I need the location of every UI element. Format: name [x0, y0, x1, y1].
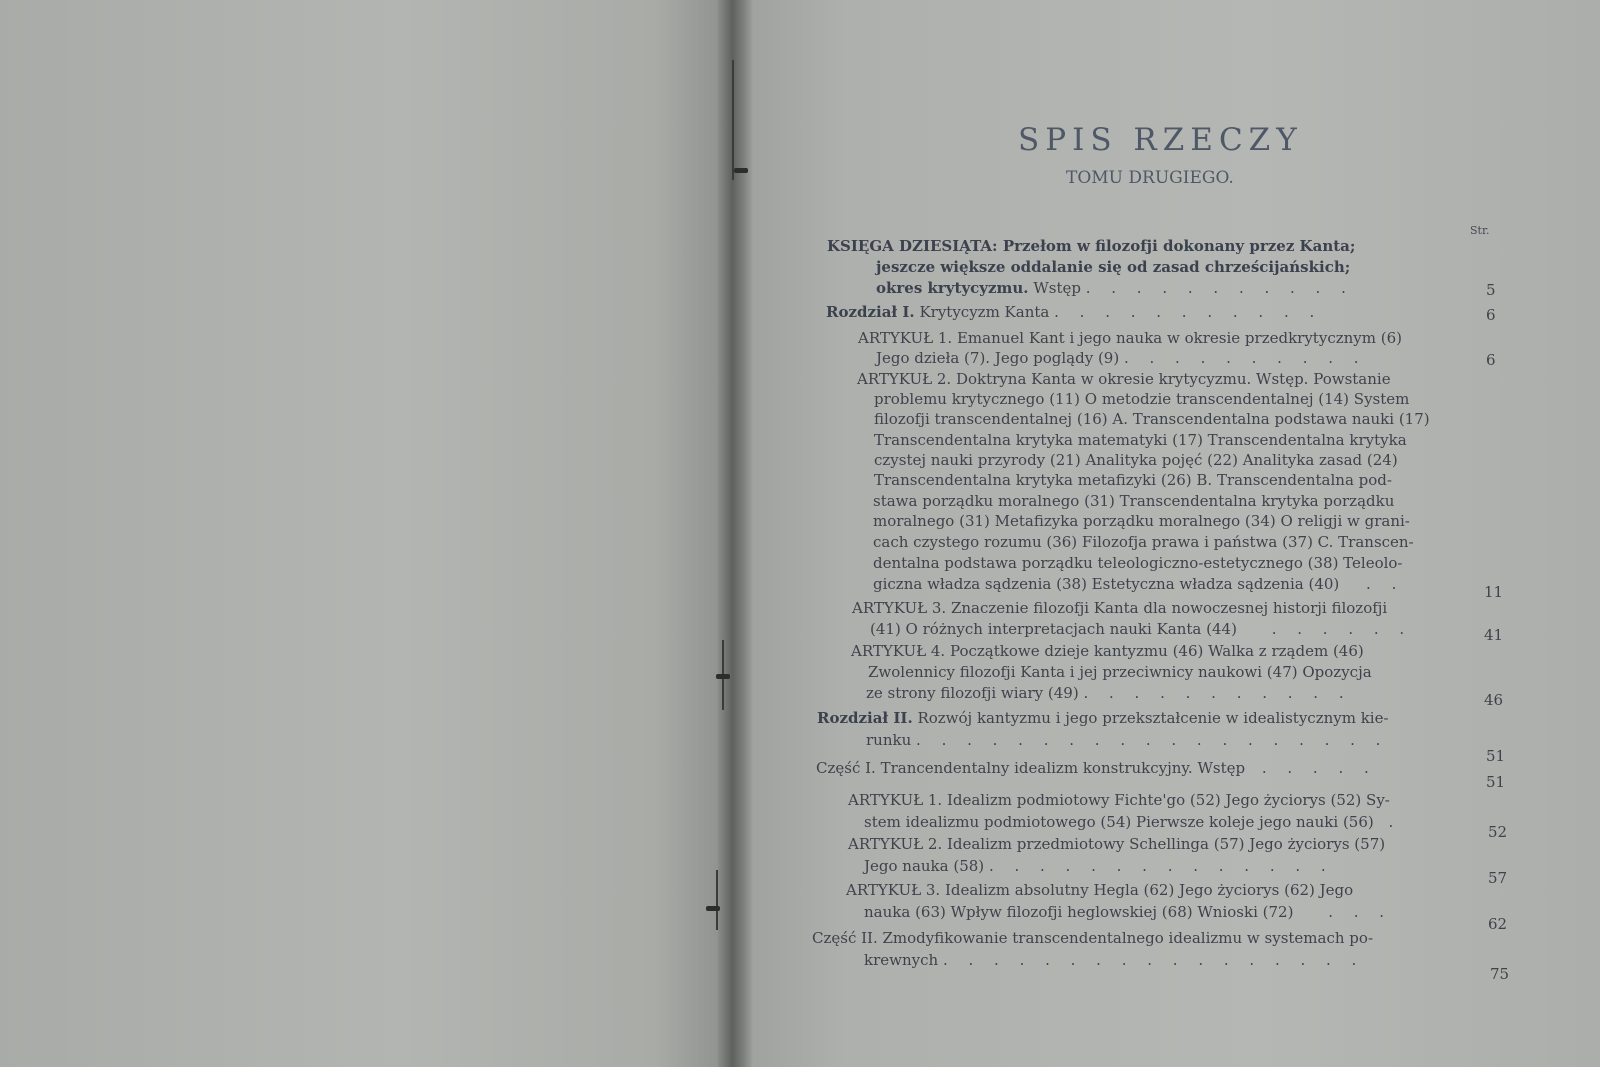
toc-page-number: 46	[1484, 691, 1504, 709]
toc-rozdzial2-line2	[866, 730, 1388, 750]
toc-c1-art2-line1: ARTYKUŁ 2. Idealizm przedmiotowy Schellinga (57) Jego życiorys (57)	[848, 835, 1386, 853]
toc-c1-art3-text: nauka (63) Wpływ filozofji heglowskiej (68) Wnioski (72)	[864, 903, 1294, 921]
toc-page-number: 6	[1486, 306, 1496, 324]
toc-r1-art4-line2: Zwolennicy filozofji Kanta i jej przeciwnicy naukowi (47) Opozycja	[868, 663, 1372, 681]
toc-leader-dots: . . . . . . . . . . .	[1054, 303, 1323, 321]
toc-r1-art2-line: Transcendentalna krytyka metafizyki (26) B. Transcendentalna pod-	[874, 471, 1392, 489]
toc-czesc1-text: Część I. Trancendentalny idealizm konstrukcyjny. Wstęp	[816, 759, 1246, 777]
toc-r1-art2-line: czystej nauki przyrody (21) Analityka pojęć (22) Analityka zasad (24)	[874, 451, 1398, 469]
toc-r1-art3-text: (41) O różnych interpretacjach nauki Kanta (44)	[870, 620, 1237, 638]
toc-ksiega-bold: okres krytycyzmu.	[876, 279, 1029, 297]
toc-ksiega-line2: jeszcze większe oddalanie się od zasad chrześcijańskich;	[876, 258, 1351, 276]
toc-leader-dots: . . . . . . . . . . . . . .	[988, 857, 1334, 875]
toc-leader-dots: . .	[1366, 575, 1405, 593]
toc-ksiega-line1: Przełom w filozofji dokonany przez Kanta;	[1002, 237, 1356, 255]
toc-entry-czesc-1	[816, 758, 1377, 778]
toc-rozdzial1-label: Rozdział I.	[826, 303, 915, 321]
toc-c1-art3-line1: ARTYKUŁ 3. Idealizm absolutny Hegla (62) Jego życiorys (62) Jego	[846, 881, 1354, 899]
page-column-label: Str.	[1470, 224, 1490, 237]
toc-page-number: 11	[1484, 583, 1504, 601]
toc-r1-art2-line: filozofji transcendentalnej (16) A. Transcendentalna podstawa nauki (17)	[874, 410, 1430, 428]
toc-leader-dots: . . . . . . . . . . . . . . . . .	[942, 951, 1365, 969]
toc-rozdzial2-line1: Rozwój kantyzmu i jego przekształcenie w idealistycznym kie-	[917, 709, 1389, 727]
toc-r1-art2-line: ARTYKUŁ 2. Doktryna Kanta w okresie krytycyzmu. Wstęp. Powstanie	[857, 370, 1391, 388]
toc-r1-art2-line: problemu krytycznego (11) O metodzie transcendentalnej (14) System	[874, 390, 1410, 408]
toc-r1-art4-text: ze strony filozofji wiary (49)	[866, 684, 1079, 702]
toc-leader-dots: . . . . . . . . . . .	[1085, 279, 1354, 297]
toc-r1-art1-line2	[876, 348, 1367, 368]
toc-c1-art1-line1: ARTYKUŁ 1. Idealizm podmiotowy Fichte'go (52) Jego życiorys (52) Sy-	[848, 791, 1390, 809]
toc-c1-art2-line2	[864, 856, 1334, 876]
toc-entry-ksiega	[827, 236, 1355, 256]
toc-ksiega-text: Wstęp	[1033, 279, 1081, 297]
toc-r1-art2-text: giczna władza sądzenia (38) Estetyczna władza sądzenia (40)	[873, 575, 1340, 593]
toc-page-number: 51	[1486, 773, 1506, 791]
toc-czesc2-line1: Część II. Zmodyfikowanie transcendentalnego idealizmu w systemach po-	[812, 929, 1374, 947]
toc-ksiega-line3	[876, 278, 1354, 298]
toc-page-number: 5	[1486, 281, 1496, 299]
toc-leader-dots: . . . . . . . . . . . . . . . . . . .	[916, 731, 1389, 749]
toc-r1-art3-line2	[870, 619, 1412, 639]
toc-leader-dots: . . . . . .	[1271, 620, 1413, 638]
toc-czesc2-line2	[864, 950, 1364, 970]
toc-page-number: 41	[1484, 626, 1504, 644]
toc-rozdzial2-text: runku	[866, 731, 912, 749]
toc-page-number: 52	[1488, 823, 1508, 841]
toc-leader-dots: .	[1388, 813, 1402, 831]
toc-rozdzial2-label: Rozdział II.	[817, 709, 913, 727]
toc-c1-art1-text: stem idealizmu podmiotowego (54) Pierwsze koleje jego nauki (56)	[864, 813, 1374, 831]
page-subtitle: TOMU DRUGIEGO.	[1066, 168, 1234, 188]
toc-leader-dots: . . . . . . . . . . .	[1083, 684, 1352, 702]
toc-r1-art2-line: moralnego (31) Metafizyka porządku moralnego (34) O religji w grani-	[873, 512, 1410, 530]
toc-ksiega-label: KSIĘGA DZIESIĄTA:	[827, 237, 998, 255]
toc-leader-dots: . . . . . . . . . .	[1123, 349, 1367, 367]
toc-page-number: 75	[1490, 965, 1510, 983]
toc-page-number: 57	[1488, 869, 1508, 887]
toc-rozdzial1-text: Krytycyzm Kanta	[919, 303, 1050, 321]
toc-page-number: 51	[1486, 747, 1506, 765]
toc-r1-art2-line-last	[873, 574, 1404, 594]
toc-c1-art1-line2	[864, 812, 1401, 832]
toc-c1-art2-text: Jego nauka (58)	[864, 857, 985, 875]
toc-czesc2-text: krewnych	[864, 951, 939, 969]
toc-entry-rozdzial-1	[826, 302, 1322, 322]
toc-r1-art4-line1: ARTYKUŁ 4. Początkowe dzieje kantyzmu (46) Walka z rządem (46)	[851, 642, 1364, 660]
toc-r1-art3-line1: ARTYKUŁ 3. Znaczenie filozofji Kanta dla nowoczesnej historji filozofji	[852, 599, 1388, 617]
toc-leader-dots: . . . . .	[1261, 759, 1377, 777]
toc-r1-art1-line1: ARTYKUŁ 1. Emanuel Kant i jego nauka w okresie przedkrytycznym (6)	[858, 329, 1402, 347]
toc-page-number: 62	[1488, 915, 1508, 933]
toc-r1-art4-line3	[866, 683, 1352, 703]
toc-page-number: 6	[1486, 351, 1496, 369]
toc-entry-rozdzial-2	[817, 708, 1389, 728]
toc-r1-art2-line: Transcendentalna krytyka matematyki (17) Transcendentalna krytyka	[874, 431, 1407, 449]
toc-r1-art1-text: Jego dzieła (7). Jego poglądy (9)	[876, 349, 1120, 367]
toc-leader-dots: . . .	[1328, 903, 1393, 921]
toc-r1-art2-line: stawa porządku moralnego (31) Transcendentalna krytyka porządku	[873, 492, 1395, 510]
toc-r1-art2-line: dentalna podstawa porządku teleologiczno-estetycznego (38) Teleolo-	[873, 554, 1403, 572]
toc-c1-art3-line2	[864, 902, 1392, 922]
page-title: SPIS RZECZY	[1018, 122, 1303, 158]
toc-r1-art2-line: cach czystego rozumu (36) Filozofja prawa i państwa (37) C. Transcen-	[873, 533, 1414, 551]
